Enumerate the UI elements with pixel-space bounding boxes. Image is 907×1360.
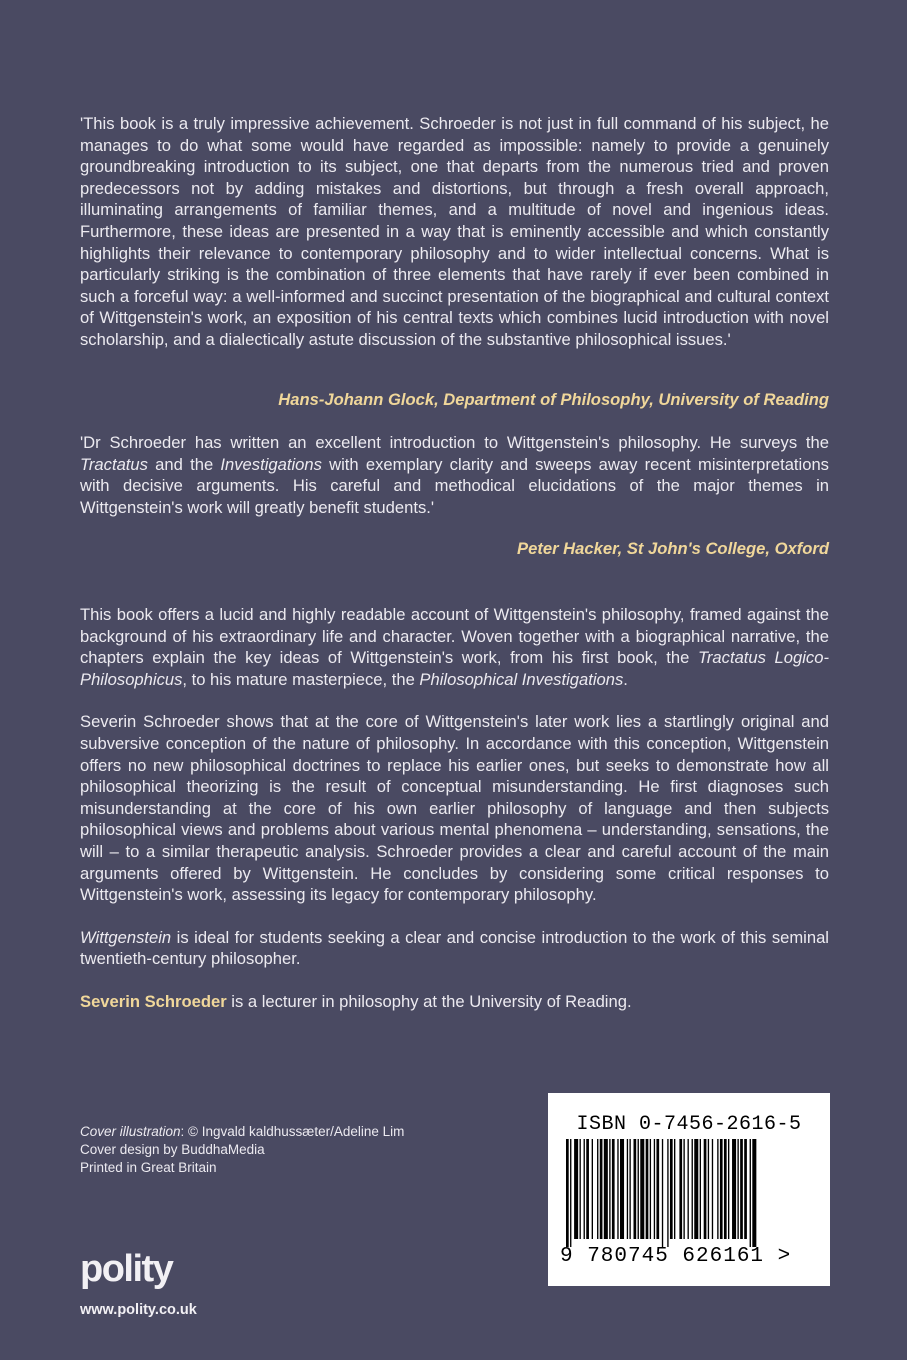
desc-p3-title: Wittgenstein	[80, 927, 172, 947]
barcode-bar	[679, 1139, 682, 1239]
barcode-bar	[646, 1139, 649, 1239]
author-bio-rest: is a lecturer in philosophy at the University of Reading.	[226, 991, 632, 1011]
barcode-bar	[604, 1139, 608, 1239]
publisher-url: www.polity.co.uk	[80, 1302, 197, 1318]
barcode-bar	[740, 1139, 743, 1239]
desc-p1-title-tractatus: Tractatus Logico-Philosophicus	[80, 648, 829, 689]
barcode-bar	[670, 1139, 673, 1239]
barcode-bar	[692, 1139, 693, 1239]
barcode-bar	[656, 1139, 659, 1239]
barcode-bar	[600, 1139, 603, 1239]
barcode-bar	[704, 1139, 707, 1239]
barcode-bar	[629, 1139, 630, 1239]
isbn-text: ISBN 0-7456-2616-5	[576, 1113, 802, 1136]
barcode-bar	[627, 1139, 628, 1239]
barcode-bar	[700, 1139, 701, 1239]
illustration-credit-label: Cover illustration	[80, 1124, 181, 1139]
barcode-bar	[708, 1139, 709, 1239]
polity-logo: polity	[80, 1248, 173, 1290]
desc-p1-part1: This book offers a lucid and highly readable account of Wittgenstein's philosophy, framed against the background of his extraordinary life and character. Woven together with a biographical narrative, the chapters explain the key ideas of Wittgenstein's work, from his first book, the	[80, 605, 829, 668]
description-paragraph-1	[80, 604, 829, 690]
barcode-bar	[662, 1139, 663, 1247]
barcode-bar	[634, 1139, 637, 1239]
barcode-bar	[638, 1139, 639, 1239]
quote-glock-attribution: Hans-Johann Glock, Department of Philosophy, University of Reading	[278, 390, 829, 409]
barcode-bar	[592, 1139, 593, 1239]
barcode-bar	[584, 1139, 585, 1239]
barcode-bar	[566, 1139, 569, 1247]
barcode-bar	[654, 1139, 655, 1239]
desc-p3-rest: is ideal for students seeking a clear and concise introduction to the work of this seminal twentieth-century philosopher.	[80, 927, 829, 969]
description-paragraph-3	[80, 927, 829, 970]
barcode-bar	[752, 1139, 756, 1247]
printed-in: Printed in Great Britain	[80, 1160, 217, 1175]
quote-hacker-part1: 'Dr Schroeder has written an excellent introduction to Wittgenstein's philosophy. He surveys the	[80, 433, 829, 452]
illustration-credit-rest: : © Ingvald kaldhussæter/Adeline Lim	[180, 1124, 405, 1139]
book-description	[80, 604, 829, 1013]
barcode-bar	[737, 1139, 738, 1239]
quote-glock	[80, 113, 829, 351]
barcode-bar	[744, 1139, 747, 1239]
barcode-bar	[640, 1139, 644, 1239]
quote-hacker-part2: and the	[147, 454, 221, 474]
quote-hacker-attribution: Peter Hacker, St John's College, Oxford	[517, 539, 829, 558]
barcode-bar	[728, 1139, 729, 1239]
illustration-credit	[80, 1123, 404, 1141]
barcode-bar	[570, 1139, 571, 1247]
barcode-bar	[724, 1139, 727, 1239]
quote-hacker-part3: with exemplary clarity and sweeps away recent misinterpretations with decisive arguments. His careful and methodical elucidations of the major themes in Wittgenstein's work will greatly benefit students.'	[80, 454, 829, 517]
author-bio	[80, 991, 829, 1013]
description-paragraph-2: Severin Schroeder shows that at the core of Wittgenstein's later work lies a startlingly original and subversive conception of the nature of philosophy. In accordance with this conception, Wittgenstein offers no new philosophical doctrines to replace his earlier ones, but seeks to demonstrate how all philosophical theorizing is the result of conceptual misunderstanding. He first diagnoses such misunderstanding at the core of his own earlier philosophy of language and then subjects philosophical views and problems about various mental phenomena – understanding, sensations, the will – to a similar therapeutic analysis. Schroeder provides a clear and careful account of the main arguments offered by Wittgenstein. He concludes by considering some critical responses to Wittgenstein's work, assessing its legacy for contemporary philosophy.	[80, 712, 829, 905]
barcode-bar	[674, 1139, 675, 1239]
barcode-panel	[548, 1093, 830, 1286]
barcode-bar	[617, 1139, 618, 1239]
quote-hacker-title-tractatus: Tractatus	[80, 454, 148, 474]
barcode-bar	[694, 1139, 698, 1239]
barcode-bar	[580, 1139, 581, 1239]
cover-credits	[80, 1123, 404, 1177]
quote-hacker-title-investigations: Investigations	[220, 454, 322, 474]
barcode-bar	[717, 1139, 718, 1239]
barcode-bar	[650, 1139, 651, 1239]
desc-p1-part2: , to his mature masterpiece, the	[182, 669, 420, 689]
author-name: Severin Schroeder	[80, 991, 227, 1011]
desc-p1-part3: .	[623, 669, 628, 689]
quote-hacker-text	[80, 432, 829, 518]
barcode-bar	[612, 1139, 615, 1239]
barcode-bar	[620, 1139, 624, 1239]
desc-p1-title-investigations: Philosophical Investigations	[419, 669, 624, 689]
barcode-bar	[683, 1139, 684, 1239]
barcode-digits: 9 780745 626161 >	[560, 1245, 792, 1268]
barcode-bar	[574, 1139, 578, 1239]
barcode-bar	[712, 1139, 713, 1239]
barcode-bar	[667, 1139, 668, 1247]
barcode-bars	[566, 1139, 812, 1247]
barcode-bar	[597, 1139, 598, 1239]
barcode-bar	[609, 1139, 610, 1239]
barcode-bar	[720, 1139, 723, 1239]
quote-glock-text: 'This book is a truly impressive achievement. Schroeder is not just in full command of his subject, he manages to do what some would have regarded as impossible: namely to provide a genuinely groundbreaking introduction to its subject, one that departs from the numerous tried and proven predecessors not by adding mistakes and distortions, but through a fresh overall approach, illuminating arrangements of familiar themes, and a multitude of novel and ingenious ideas. Furthermore, these ideas are presented in a way that is eminently accessible and which constantly highlights their relevance to contemporary philosophy and to wider intellectual concerns. What is particularly striking is the combination of three elements that have rarely if ever been combined in such a forceful way: a well-informed and succinct presentation of the biographical and cultural context of Wittgenstein's work, an exposition of his central texts which combines lucid introduction with novel scholarship, and a dialectically astute discussion of the substantive philosophical issues.'	[80, 114, 829, 349]
barcode-bar	[750, 1139, 751, 1247]
quote-hacker	[80, 432, 829, 518]
design-credit: Cover design by BuddhaMedia	[80, 1142, 265, 1157]
barcode-bar	[688, 1139, 689, 1239]
barcode-bar	[586, 1139, 589, 1239]
barcode-bar	[732, 1139, 736, 1239]
